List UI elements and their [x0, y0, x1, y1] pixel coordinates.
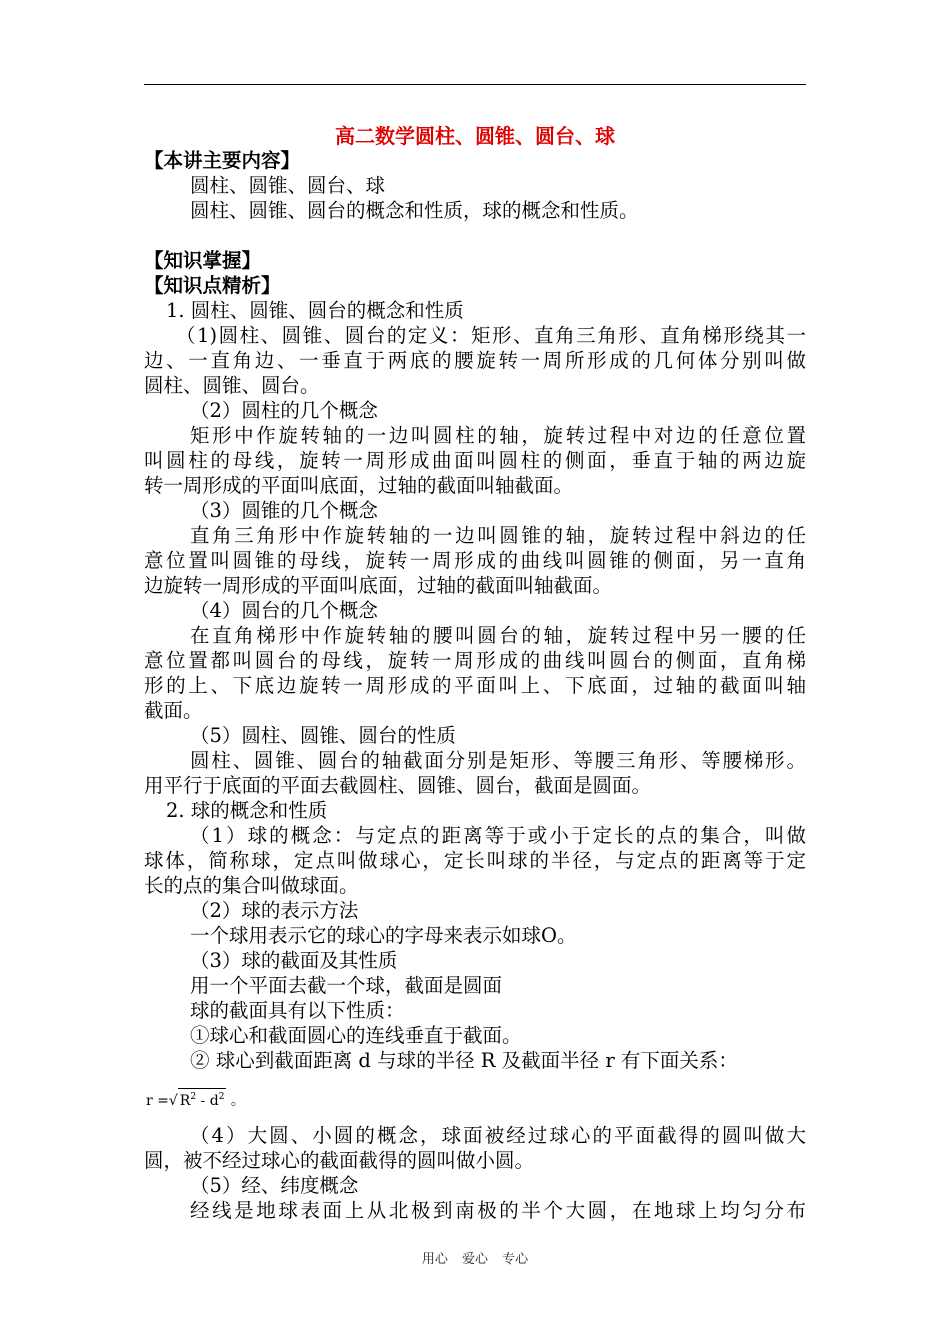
subsection-heading: （2）圆柱的几个概念: [190, 399, 378, 422]
radicand: [178, 1088, 227, 1109]
text-line: 形的上、下底边旋转一周形成的平面叫上、下底面，过轴的截面叫轴: [144, 674, 806, 697]
text-line: 用平行于底面的平面去截圆柱、圆锥、圆台，截面是圆面。: [144, 774, 652, 797]
text-line: 边旋转一周形成的平面叫底面，过轴的截面叫轴截面。: [144, 574, 613, 597]
text-line: 叫圆柱的母线，旋转一周形成曲面叫圆柱的侧面，垂直于轴的两边旋: [144, 449, 806, 472]
radical-sign: √: [168, 1093, 178, 1109]
formula-minus: -: [196, 1093, 210, 1109]
formula-exponent: 2: [190, 1092, 197, 1102]
text-line: 圆柱、圆锥、圆台的概念和性质，球的概念和性质。: [190, 199, 639, 222]
formula-lhs: r =: [146, 1093, 169, 1109]
header-rule: [144, 84, 806, 85]
text-line: （4）大圆、小圆的概念，球面被经过球心的平面截得的圆叫做大: [190, 1124, 806, 1147]
text-line: 在直角梯形中作旋转轴的腰叫圆台的轴，旋转过程中另一腰的任: [190, 624, 806, 647]
subsection-heading: （5）经、纬度概念: [190, 1174, 359, 1197]
text-line: 边、一直角边、一垂直于两底的腰旋转一周所形成的几何体分别叫做: [144, 349, 806, 372]
subsection-heading: （5）圆柱、圆锥、圆台的性质: [190, 724, 456, 747]
text-line: 意位置都叫圆台的母线，旋转一周形成的曲线叫圆台的侧面，直角梯: [144, 649, 806, 672]
formula-d: d: [209, 1093, 219, 1109]
text-line: 直角三角形中作旋转轴的一边叫圆锥的轴，旋转过程中斜边的任: [190, 524, 806, 547]
page-title: 高二数学圆柱、圆锥、圆台、球: [335, 124, 615, 148]
text-line: 球的截面具有以下性质：: [190, 999, 405, 1022]
text-line: 转一周形成的平面叫底面，过轴的截面叫轴截面。: [144, 474, 574, 497]
text-line: 圆，被不经过球心的截面截得的圆叫做小圆。: [144, 1149, 535, 1172]
subsection-heading: 2. 球的概念和性质: [166, 799, 328, 822]
text-line: ② 球心到截面距离 d 与球的半径 R 及截面半径 r 有下面关系：: [190, 1049, 738, 1072]
text-line: 圆柱、圆锥、圆台。: [144, 374, 320, 397]
text-line: 一个球用表示它的球心的字母来表示如球O。: [190, 924, 577, 947]
text-line: 圆柱、圆锥、圆台、球: [190, 174, 386, 197]
section-heading: 【知识点精析】: [144, 274, 281, 297]
subsection-heading: （3）球的截面及其性质: [190, 949, 398, 972]
subsection-heading: （4）圆台的几个概念: [190, 599, 378, 622]
text-line: 经线是地球表面上从北极到南极的半个大圆，在地球上均匀分布: [190, 1199, 806, 1222]
text-line: （1)圆柱、圆锥、圆台的定义：矩形、直角三角形、直角梯形绕其一: [176, 324, 806, 347]
text-line: 用一个平面去截一个球，截面是圆面: [190, 974, 503, 997]
formula-R: R: [179, 1093, 191, 1109]
text-line: ①球心和截面圆心的连线垂直于截面。: [190, 1024, 522, 1047]
subsection-heading: （2）球的表示方法: [190, 899, 359, 922]
text-line: 圆柱、圆锥、圆台的轴截面分别是矩形、等腰三角形、等腰梯形。: [190, 749, 806, 772]
subsection-heading: （3）圆锥的几个概念: [190, 499, 378, 522]
text-line: 球体，简称球，定点叫做球心，定长叫球的半径，与定点的距离等于定: [144, 849, 806, 872]
subsection-heading: 1. 圆柱、圆锥、圆台的概念和性质: [166, 299, 464, 322]
text-line: （1）球的概念：与定点的距离等于或小于定长的点的集合，叫做: [190, 824, 806, 847]
formula-exponent: 2: [218, 1092, 225, 1102]
formula-tail: 。: [226, 1093, 245, 1109]
radius-formula: [146, 1088, 245, 1111]
text-line: 矩形中作旋转轴的一边叫圆柱的轴，旋转过程中对边的任意位置: [190, 424, 806, 447]
text-line: 截面。: [144, 699, 203, 722]
page-footer: 用心 爱心 专心: [421, 1252, 529, 1267]
section-heading: 【知识掌握】: [144, 249, 262, 272]
text-line: 长的点的集合叫做球面。: [144, 874, 359, 897]
text-line: 意位置叫圆锥的母线，旋转一周形成的曲线叫圆锥的侧面，另一直角: [144, 549, 806, 572]
section-heading: 【本讲主要内容】: [144, 149, 301, 172]
